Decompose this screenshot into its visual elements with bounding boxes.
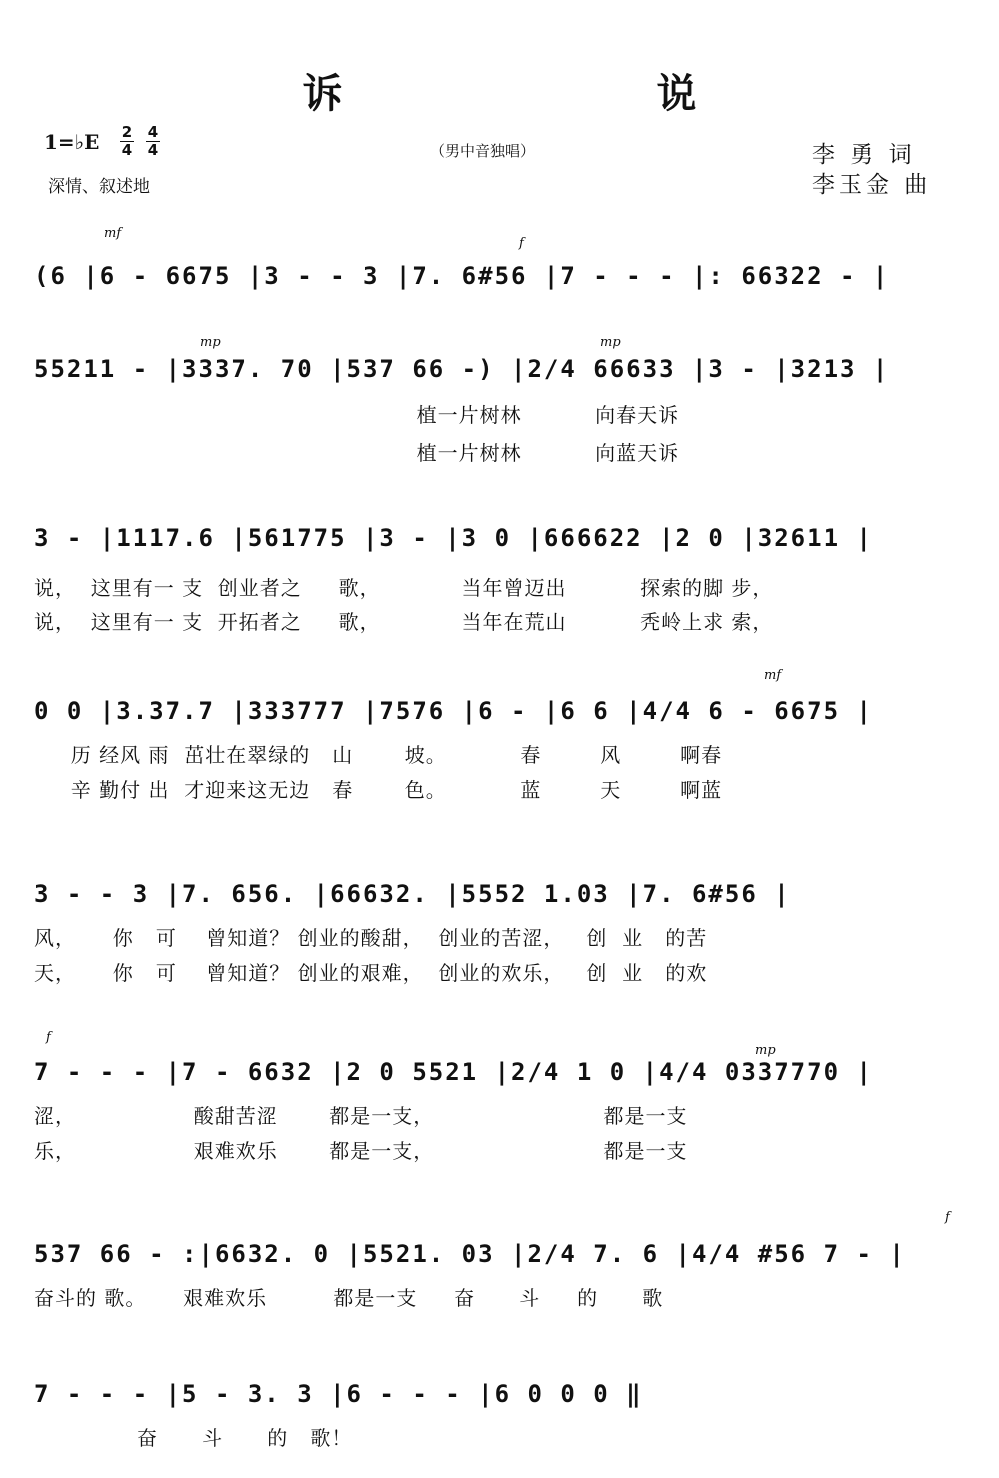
- time-signatures: [120, 124, 160, 159]
- voice-type: （男中音独唱）: [430, 142, 536, 160]
- lyrics-verse-2: 乐， 艰难欢乐 都是一支， 都是一支: [34, 1139, 688, 1163]
- song-title: 诉 说: [302, 70, 847, 117]
- lyricist: 李 勇 词: [812, 142, 916, 168]
- lyrics-verse-2: 天， 你 可 曾知道？ 创业的艰难， 创业的欢乐， 创 业 的欢: [34, 961, 708, 985]
- dynamic-mark: mf: [764, 668, 782, 683]
- dynamic-mark: f: [519, 236, 524, 251]
- lyrics-verse-1: 奋 斗 的 歌！: [34, 1426, 353, 1450]
- dynamic-mark: mp: [600, 335, 621, 350]
- notation-line: 7 - - - |7 - 6632 |2 0 5521 |2/4 1 0 |4/4 0337770 |: [34, 1058, 873, 1086]
- key-signature: 1=♭E: [44, 130, 100, 154]
- notation-line: 3 - |1117.6 |561775 |3 - |3 0 |666622 |2 0 |32611 |: [34, 524, 873, 552]
- lyrics-verse-1: 涩， 酸甜苦涩 都是一支， 都是一支: [34, 1104, 688, 1128]
- lyrics-verse-1: 说， 这里有一 支 创业者之 歌， 当年曾迈出 探索的脚 步，: [34, 576, 774, 600]
- dynamic-mark: mp: [200, 335, 221, 350]
- lyrics-verse-1: 历 经风 雨 茁壮在翠绿的 山 坡。 春 风 啊春: [34, 743, 723, 767]
- lyrics-verse-1: 奋斗的 歌。 艰难欢乐 都是一支 奋 斗 的 歌: [34, 1286, 664, 1310]
- composer: 李玉金 曲: [812, 172, 932, 198]
- notation-line: 7 - - - |5 - 3. 3 |6 - - - |6 0 0 0 ‖: [34, 1380, 643, 1408]
- dynamic-mark: f: [945, 1210, 950, 1225]
- lyrics-verse-1: 植一片树林 向春天诉: [34, 403, 680, 427]
- dynamic-mark: mf: [104, 226, 122, 241]
- lyrics-verse-2: 说， 这里有一 支 开拓者之 歌， 当年在荒山 秃岭上求 索，: [34, 610, 774, 634]
- tempo-marking: 深情、叙述地: [48, 177, 150, 197]
- time-signature-4-4: $\frac{4}{4}$: [147, 123, 159, 159]
- notation-line: (6 |6 - 6675 |3 - - 3 |7. 6#56 |7 - - - |: 66322 - |: [34, 262, 890, 290]
- credits: [812, 140, 931, 200]
- notation-line: 0 0 |3.37.7 |333777 |7576 |6 - |6 6 |4/4 6 - 6675 |: [34, 697, 873, 725]
- notation-line: 537 66 - :|6632. 0 |5521. 03 |2/4 7. 6 |4/4 #56 7 - |: [34, 1240, 906, 1268]
- lyrics-verse-2: 辛 勤付 出 才迎来这无边 春 色。 蓝 天 啊蓝: [34, 778, 723, 802]
- lyrics-verse-2: 植一片树林 向蓝天诉: [34, 441, 680, 465]
- dynamic-mark: mp: [755, 1043, 776, 1058]
- notation-line: 55211 - |3337. 70 |537 66 -) |2/4 66633 |3 - |3213 |: [34, 355, 890, 383]
- time-signature-2-4: $\frac{2}{4}$: [121, 123, 133, 159]
- lyrics-verse-1: 风， 你 可 曾知道？ 创业的酸甜， 创业的苦涩， 创 业 的苦: [34, 926, 708, 950]
- notation-line: 3 - - 3 |7. 656. |66632. |5552 1.03 |7. 6#56 |: [34, 880, 791, 908]
- dynamic-mark: f: [46, 1030, 51, 1045]
